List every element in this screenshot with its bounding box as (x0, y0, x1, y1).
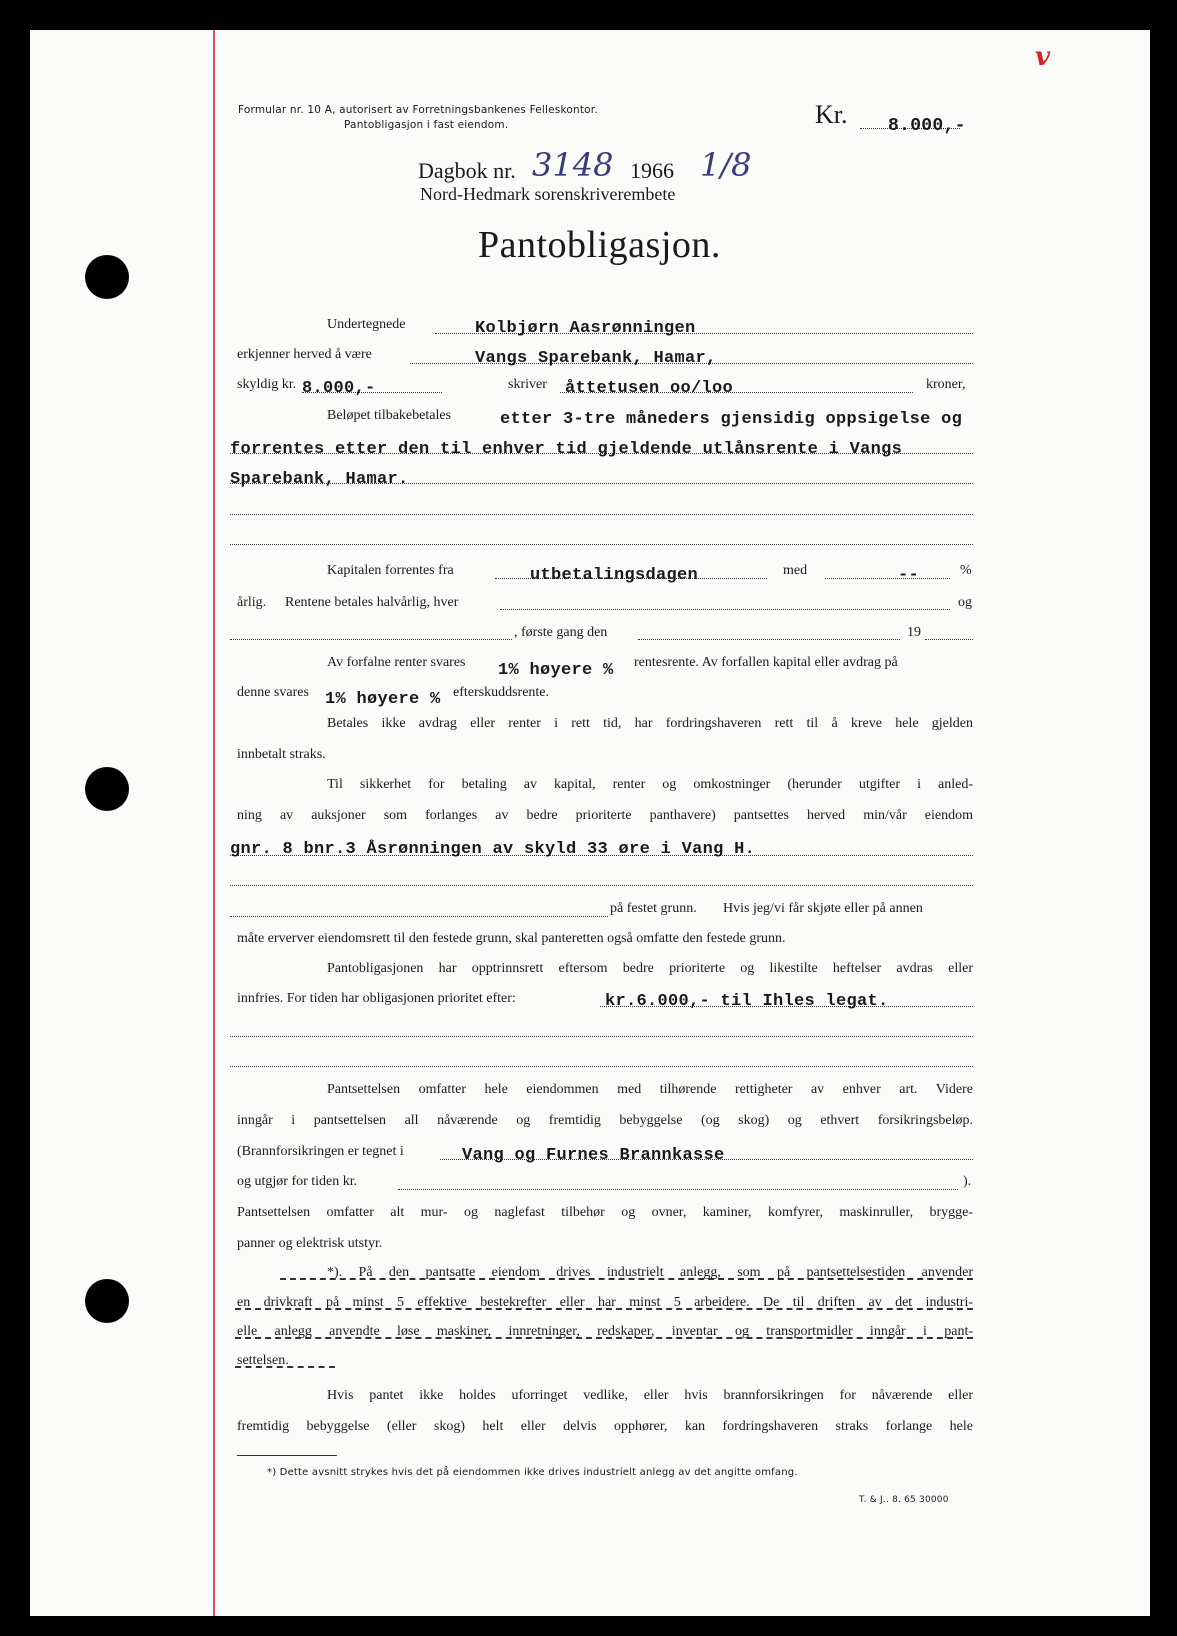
betales-line-2: innbetalt straks. (237, 747, 326, 762)
kr-amount: 8.000,- (888, 116, 966, 136)
kapitalen-value: utbetalingsdagen (530, 566, 699, 585)
dagbok-year: 1966 (630, 158, 674, 183)
erkjenner-label: erkjenner herved å være (237, 347, 372, 362)
struck-line-4: settelsen. (237, 1353, 289, 1368)
blank-line (230, 1036, 973, 1037)
struck-line-3: elle anlegg anvendte løse maskiner, innretninger, redskaper, inventar og transportmidler inngår i pant- (237, 1324, 973, 1339)
med-line (825, 578, 950, 579)
margin-line (213, 30, 215, 1616)
skyldig-value: 8.000,- (302, 379, 376, 398)
document-title: Pantobligasjon. (478, 224, 721, 266)
mate-text: måte erverver eiendomsrett til den festede grunn, skal panteretten også omfatte den festede grunn. (237, 931, 786, 946)
utgjor-line (398, 1189, 958, 1190)
strike-line (235, 1308, 973, 1310)
belopet-value-2: forrentes etter den til enhver tid gjeldende utlånsrente i Vangs (230, 440, 903, 459)
skriver-label: skriver (508, 377, 547, 392)
strike-line (235, 1366, 335, 1368)
punch-hole (85, 767, 129, 811)
dagbok-label: Dagbok nr. (418, 158, 516, 183)
efterskudd-text: efterskuddsrente. (453, 685, 550, 700)
struck-line-2: en drivkraft på minst 5 effektive bestekrefter eller har minst 5 arbeidere. De til driften av det industri- (237, 1295, 973, 1310)
skriver-value: åttetusen oo/loo (565, 379, 734, 398)
belopet-value-3: Sparebank, Hamar. (230, 470, 409, 489)
form-line-1: Formular nr. 10 A, autorisert av Forretningsbankenes Felleskontor. (238, 104, 598, 116)
kr-label: Kr. (815, 100, 848, 129)
strike-line (235, 1337, 973, 1339)
priority-value: kr.6.000,- til Ihles legat. (605, 992, 889, 1011)
property-value: gnr. 8 bnr.3 Åsrønningen av skyld 33 øre i Vang H. (230, 840, 756, 859)
footnote-text: *) Dette avsnitt strykes hvis det på eiendommen ikke drives industrielt anlegg av det angitte omfang. (267, 1467, 798, 1478)
med-label: med (783, 563, 808, 578)
kapitalen-label: Kapitalen forrentes fra (327, 563, 454, 578)
belopet-value-1: etter 3-tre måneders gjensidig oppsigelse og (500, 410, 963, 429)
og-text: og (958, 595, 972, 610)
arlig-text: årlig. (237, 595, 267, 610)
belopet-label: Beløpet tilbakebetales (327, 408, 452, 423)
skyldig-label: skyldig kr. (237, 377, 297, 392)
blank-line (230, 885, 973, 886)
punch-hole (85, 1279, 129, 1323)
brann-label: (Brannforsikringen er tegnet i (237, 1144, 404, 1159)
form-line-2: Pantobligasjon i fast eiendom. (344, 119, 509, 131)
opptrinn-line-1: Pantobligasjonen har opptrinnsrett eftersom bedre prioriterte og likestilte heftelser avdras eller (327, 961, 973, 976)
blank-line (230, 514, 973, 515)
printer-code: T. & J.. 8. 65 30000 (859, 1495, 949, 1505)
forfalne-value: 1% høyere % (498, 661, 614, 680)
festet-text: Hvis jeg/vi får skjøte eller på annen (723, 901, 923, 916)
denne-value: 1% høyere % (325, 690, 441, 709)
betales-line-1: Betales ikke avdrag eller renter i rett tid, har fordringshaveren rett til å kreve hele gjelden (327, 716, 973, 731)
festet-line (230, 916, 608, 917)
med-value: -- (898, 566, 920, 585)
utgjor-label: og utgjør for tiden kr. (237, 1174, 358, 1189)
denne-label: denne svares (237, 685, 309, 700)
forfalne-label: Av forfalne renter svares (327, 655, 466, 670)
renter-label: Rentene betales halvårlig, hver (285, 595, 459, 610)
festet-grunn: på festet grunn. (610, 901, 697, 916)
hvis-line-1: Hvis pantet ikke holdes uforringet vedlike, eller hvis brannforsikringen for nåværende eller (327, 1388, 973, 1403)
undertegnede-label: Undertegnede (327, 317, 406, 332)
struck-line-1: *). På den pantsatte eiendom drives industrielt anlegg, som på pantsettelsestiden anvender (327, 1265, 973, 1280)
sikkerhet-line-1: Til sikkerhet for betaling av kapital, renter og omkostninger (herunder utgifter i anled- (327, 777, 973, 792)
omfatter-line-1: Pantsettelsen omfatter hele eiendommen med tilhørende rettigheter av enhver art. Videre (327, 1082, 973, 1097)
year-prefix: 19 (907, 625, 921, 640)
forste-gang-line (638, 639, 900, 640)
brann-value: Vang og Furnes Brannkasse (462, 1146, 725, 1165)
year-line (925, 639, 973, 640)
strike-line (280, 1278, 973, 1280)
document-page (30, 30, 1150, 1616)
dagbok-date: 1/8 (700, 146, 752, 184)
punch-hole (85, 255, 129, 299)
office-name: Nord-Hedmark sorenskriverembete (420, 184, 676, 204)
dagbok-number: 3148 (532, 146, 614, 184)
footnote-rule (237, 1455, 337, 1456)
renter-line (500, 609, 950, 610)
sikkerhet-line-2: ning av auksjoner som forlanges av bedre prioriterte panthavere) pantsettes herved min/vår eiendom (237, 808, 973, 823)
forste-gang-label: , første gang den (514, 625, 608, 640)
percent-sign: % (960, 563, 972, 578)
rentesrente-text: rentesrente. Av forfallen kapital eller avdrag på (634, 655, 898, 670)
mur-line-2: panner og elektrisk utstyr. (237, 1236, 383, 1251)
opptrinn-line-2: innfries. For tiden har obligasjonen prioritet efter: (237, 991, 516, 1006)
blank-line (230, 544, 973, 545)
check-mark: v (1035, 42, 1051, 72)
mur-line-1: Pantsettelsen omfatter alt mur- og naglefast tilbehør og ovner, kaminer, komfyrer, maskinruller, brygge- (237, 1205, 973, 1220)
utgjor-end: ). (963, 1174, 972, 1189)
hvis-line-2: fremtidig bebyggelse (eller skog) helt eller delvis opphører, kan fordringshaveren straks forlange hele (237, 1419, 973, 1434)
omfatter-line-2: inngår i pantsettelsen all nåværende og fremtidig bebyggelse (og skog) og ethvert forsikringsbeløp. (237, 1113, 973, 1128)
undertegnede-value: Kolbjørn Aasrønningen (475, 319, 696, 338)
dato-line (230, 639, 512, 640)
blank-line (230, 1066, 973, 1067)
kroner-label: kroner, (926, 377, 966, 392)
erkjenner-value: Vangs Sparebank, Hamar, (475, 349, 717, 368)
